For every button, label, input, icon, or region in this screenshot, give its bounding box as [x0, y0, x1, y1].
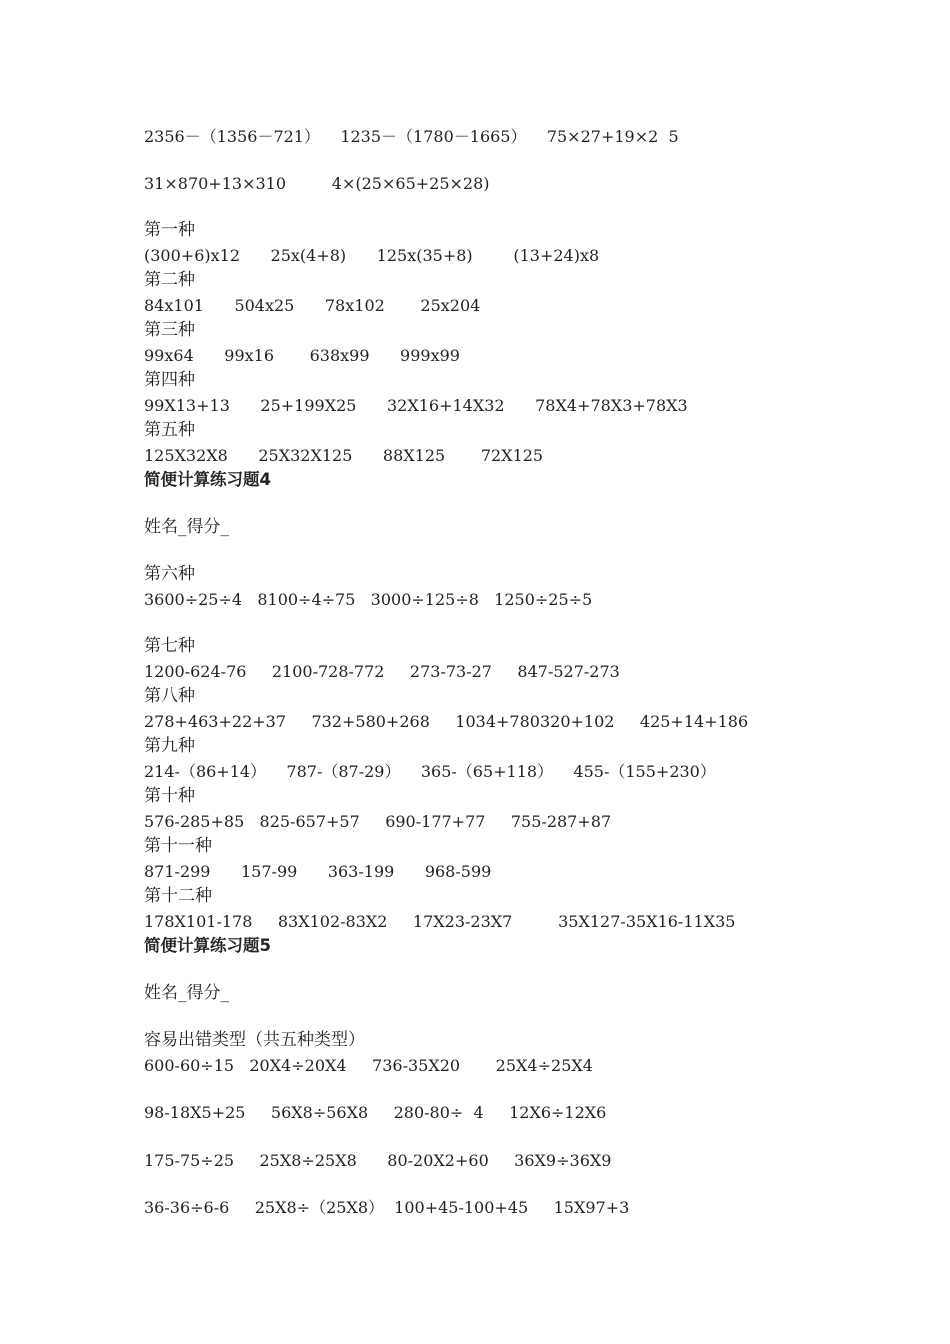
expression-line: 99x64 99x16 638x99 999x99 — [144, 346, 460, 365]
section-label: 第五种 — [144, 420, 195, 440]
expression-line: 2356－（1356－721） 1235－（1780－1665） 75×27+19×2 5 — [144, 127, 679, 146]
section-label: 第十一种 — [144, 836, 212, 856]
section-label: 第七种 — [144, 636, 195, 656]
expression-line: 31×870+13×310 4×(25×65+25×28) — [144, 174, 490, 193]
expression-line: 600-60÷15 20X4÷20X4 736-35X20 25X4÷25X4 — [144, 1056, 593, 1075]
section-heading: 简便计算练习题5 — [144, 936, 271, 955]
expression-line: 84x101 504x25 78x102 25x204 — [144, 296, 481, 315]
name-score-line: 姓名_得分_ — [144, 983, 229, 1003]
expression-line: 871-299 157-99 363-199 968-599 — [144, 862, 492, 881]
section-label: 第二种 — [144, 270, 195, 290]
section-heading: 简便计算练习题4 — [144, 470, 271, 489]
section-label: 第九种 — [144, 736, 195, 756]
expression-line: 576-285+85 825-657+57 690-177+77 755-287+87 — [144, 812, 612, 831]
expression-line: 3600÷25÷4 8100÷4÷75 3000÷125÷8 1250÷25÷5 — [144, 590, 593, 609]
expression-line: 99X13+13 25+199X25 32X16+14X32 78X4+78X3+78X3 — [144, 396, 688, 415]
expression-line: (300+6)x12 25x(4+8) 125x(35+8) (13+24)x8 — [144, 246, 600, 265]
expression-line: 98-18X5+25 56X8÷56X8 280-80÷ 4 12X6÷12X6 — [144, 1103, 607, 1122]
section-label: 第十种 — [144, 786, 195, 806]
section-label: 容易出错类型（共五种类型） — [144, 1030, 365, 1050]
section-label: 第八种 — [144, 686, 195, 706]
section-label: 第十二种 — [144, 886, 212, 906]
section-label: 第四种 — [144, 370, 195, 390]
expression-line: 175-75÷25 25X8÷25X8 80-20X2+60 36X9÷36X9 — [144, 1151, 612, 1170]
expression-line: 125X32X8 25X32X125 88X125 72X125 — [144, 446, 544, 465]
expression-line: 36-36÷6-6 25X8÷（25X8） 100+45-100+45 15X97+3 — [144, 1198, 630, 1217]
section-label: 第一种 — [144, 220, 195, 240]
expression-line: 178X101-178 83X102-83X2 17X23-23X7 35X127-35X16-11X35 — [144, 912, 736, 931]
expression-line: 1200-624-76 2100-728-772 273-73-27 847-527-273 — [144, 662, 620, 681]
expression-line: 214-（86+14） 787-（87-29） 365-（65+118） 455-（155+230） — [144, 762, 716, 781]
name-score-line: 姓名_得分_ — [144, 517, 229, 537]
expression-line: 278+463+22+37 732+580+268 1034+780320+102 425+14+186 — [144, 712, 749, 731]
section-label: 第三种 — [144, 320, 195, 340]
section-label: 第六种 — [144, 564, 195, 584]
